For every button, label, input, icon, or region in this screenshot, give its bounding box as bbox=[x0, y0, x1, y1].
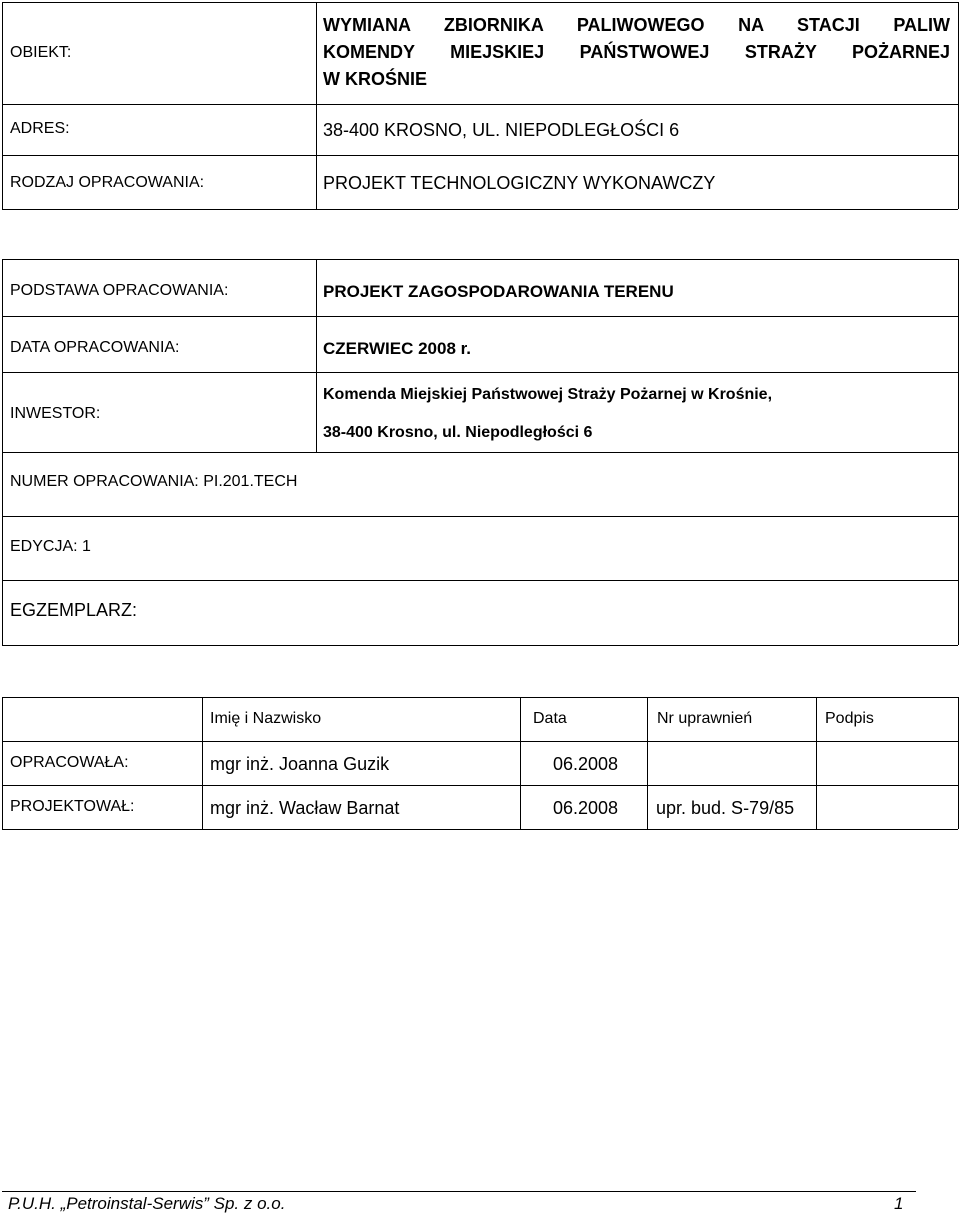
numer-opracowania: NUMER OPRACOWANIA: PI.201.TECH bbox=[10, 473, 298, 490]
obiekt-line-2: KOMENDY MIEJSKIEJ PAŃSTWOWEJ STRAŻY POŻARNEJ bbox=[323, 42, 950, 62]
header-date: Data bbox=[533, 710, 567, 727]
header-name: Imię i Nazwisko bbox=[210, 710, 322, 727]
row-role: OPRACOWAŁA: bbox=[10, 754, 129, 771]
row-name: mgr inż. Joanna Guzik bbox=[210, 754, 390, 774]
obiekt-label: OBIEKT: bbox=[10, 44, 72, 61]
edycja: EDYCJA: 1 bbox=[10, 538, 91, 555]
inwestor-label: INWESTOR: bbox=[10, 405, 101, 422]
data-label: DATA OPRACOWANIA: bbox=[10, 339, 180, 356]
row-date: 06.2008 bbox=[553, 754, 619, 774]
adres-label: ADRES: bbox=[10, 120, 70, 137]
obiekt-line-1: WYMIANA ZBIORNIKA PALIWOWEGO NA STACJI PALIW bbox=[323, 15, 950, 35]
data-value: CZERWIEC 2008 r. bbox=[323, 339, 472, 358]
row-license: upr. bud. S-79/85 bbox=[656, 798, 795, 818]
podstawa-label: PODSTAWA OPRACOWANIA: bbox=[10, 282, 229, 299]
obiekt-value bbox=[323, 12, 950, 93]
adres-value: 38-400 KROSNO, UL. NIEPODLEGŁOŚCI 6 bbox=[323, 120, 680, 140]
egzemplarz: EGZEMPLARZ: bbox=[10, 600, 138, 620]
rodzaj-label: RODZAJ OPRACOWANIA: bbox=[10, 174, 205, 191]
header-license: Nr uprawnień bbox=[657, 710, 753, 727]
rodzaj-value: PROJEKT TECHNOLOGICZNY WYKONAWCZY bbox=[323, 173, 716, 193]
podstawa-value: PROJEKT ZAGOSPODAROWANIA TERENU bbox=[323, 282, 674, 301]
page-number: 1 bbox=[894, 1194, 904, 1213]
footer-company: P.U.H. „Petroinstal-Serwis” Sp. z o.o. bbox=[8, 1194, 286, 1213]
footer-divider bbox=[2, 1191, 916, 1192]
header-signature: Podpis bbox=[825, 710, 874, 727]
obiekt-line-3: W KROŚNIE bbox=[323, 69, 428, 89]
row-name: mgr inż. Wacław Barnat bbox=[210, 798, 400, 818]
inwestor-line-1: Komenda Miejskiej Państwowej Straży Pożarnej w Krośnie, bbox=[323, 386, 773, 403]
row-date: 06.2008 bbox=[553, 798, 619, 818]
inwestor-line-2: 38-400 Krosno, ul. Niepodległości 6 bbox=[323, 424, 593, 441]
row-role: PROJEKTOWAŁ: bbox=[10, 798, 135, 815]
